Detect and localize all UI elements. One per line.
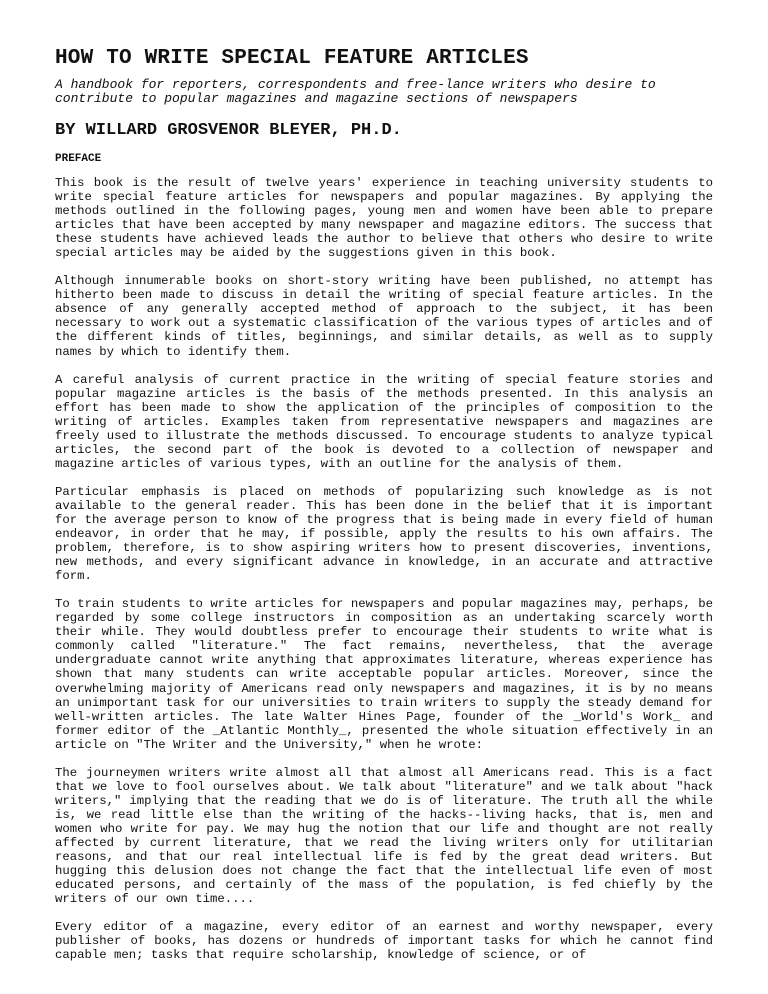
author-heading: BY WILLARD GROSVENOR BLEYER, PH.D. <box>55 121 402 140</box>
paragraph: Particular emphasis is placed on methods of popularizing such knowledge as is not available to the general reader. This has been done in the belief that it is important for the average person to know of the progress that is being made in every field of human endeavor, in order that he may, if possible, apply the results to his own affairs. The problem, therefore, is to show aspiring writers how to present discoveries, inventions, new methods, and every significant advance in knowledge, in an accurate and attractive form. <box>55 484 713 584</box>
document-page <box>55 46 713 976</box>
document-title: HOW TO WRITE SPECIAL FEATURE ARTICLES <box>55 47 529 70</box>
paragraph: Although innumerable books on short-story writing have been published, no attempt has hitherto been made to discuss in detail the writing of special feature articles. In the absence of any generally accepted method of approach to the subject, it has been necessary to work out a systematic classification of the various types of articles and of the different kinds of titles, beginnings, and similar details, as well as to supply names by which to identify them. <box>55 274 713 359</box>
quoted-paragraph: The journeymen writers write almost all that almost all Americans read. This is a fact that we love to fool ourselves about. We talk about "literature" and we talk about "hack writers," implying that the reading that we do is of literature. The truth all the while is, we read little else than the writing of the hacks--living hacks, that is, men and women who write for pay. We may hug the notion that our life and thought are not really affected by current literature, that we read the living writers only for utilitarian reasons, and that our real intellectual life is fed by the great dead writers. But hugging this delusion does not change the fact that the intellectual life even of most educated persons, and certainly of the mass of the population, is fed chiefly by the writers of our own time.... <box>55 765 713 907</box>
quoted-paragraph: Every editor of a magazine, every editor of an earnest and worthy newspaper, every publisher of books, has dozens or hundreds of important tasks for which he cannot find capable men; tasks that require scholarship, knowledge of science, or of <box>55 920 713 963</box>
paragraph: A careful analysis of current practice in the writing of special feature stories and popular magazine articles is the basis of the methods presented. In this analysis an effort has been made to show the application of the principles of composition to the writing of articles. Examples taken from representative newspapers and magazines are freely used to illustrate the methods discussed. To encourage students to analyze typical articles, the second part of the book is devoted to a collection of newspaper and magazine articles of various types, with an outline for the analysis of them. <box>55 372 713 471</box>
preface-heading: PREFACE <box>55 153 102 165</box>
paragraph: This book is the result of twelve years' experience in teaching university students to write special feature articles for newspapers and popular magazines. By applying the methods outlined in the following pages, young men and women have been able to prepare articles that have been accepted by many newspaper and magazine editors. The success that these students have achieved leads the author to believe that others who desire to write special articles may be aided by the suggestions given in this book. <box>55 176 713 261</box>
paragraph: To train students to write articles for newspapers and popular magazines may, perhaps, be regarded by some college instructors in composition as an undertaking scarcely worth their while. They would doubtless prefer to encourage their students to write what is commonly called "literature." The fact remains, nevertheless, that the average undergraduate cannot write anything that approximates literature, whereas experience has shown that many students can write acceptable popular articles. Moreover, since the overwhelming majority of Americans read only newspapers and magazines, it is by no means an unimportant task for our universities to train writers to supply the steady demand for well-written articles. The late Walter Hines Page, founder of the _World's Work_ and former editor of the _Atlantic Monthly_, presented the whole situation effectively in an article on "The Writer and the University," when he wrote: <box>55 597 713 752</box>
document-subtitle: A handbook for reporters, correspondents and free-lance writers who desire to contribute to popular magazines and magazine sections of newspapers <box>55 77 656 106</box>
